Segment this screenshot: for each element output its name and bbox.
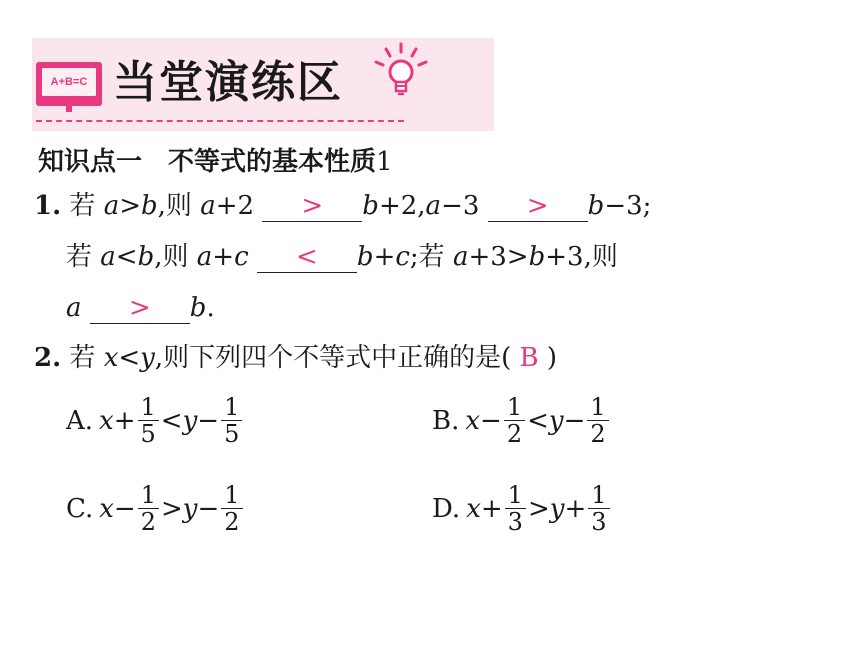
lightbulb-icon — [370, 40, 432, 102]
answer-blank: > — [262, 191, 362, 222]
fraction: $\frac{1}{2}$ — [221, 482, 242, 535]
fraction: $\frac{1}{2}$ — [587, 394, 608, 447]
question-number: 2. — [34, 343, 62, 373]
answer-blank: > — [90, 293, 190, 324]
fraction: $\frac{1}{2}$ — [138, 482, 159, 535]
fraction: $\frac{1}{5}$ — [221, 394, 242, 447]
question-1-line-2: 若 a<b,则 a+c < b+c;若 a+3>b+3,则 — [66, 242, 618, 272]
option-a: A. x + $\frac{1}{5}$ < y − $\frac{1}{5}$ — [66, 394, 244, 447]
fraction: $\frac{1}{3}$ — [588, 482, 609, 535]
question-number: 1. — [34, 191, 62, 221]
blackboard-icon — [36, 62, 102, 106]
answer-blank: > — [488, 191, 588, 222]
question-1-line-3: a > b. — [66, 293, 215, 323]
fraction: $\frac{1}{3}$ — [505, 482, 526, 535]
question-2-stem: 2. 若 x<y,则下列四个不等式中正确的是( B ) — [34, 343, 558, 373]
question-1-line-1: 1. 若 a>b,则 a+2 > b+2,a−3 > b−3; — [34, 191, 652, 221]
option-b: B. x − $\frac{1}{2}$ < y − $\frac{1}{2}$ — [432, 394, 611, 447]
option-c: C. x − $\frac{1}{2}$ > y − $\frac{1}{2}$ — [66, 482, 245, 535]
fraction: $\frac{1}{2}$ — [504, 394, 525, 447]
option-d: D. x + $\frac{1}{3}$ > y + $\frac{1}{3}$ — [432, 482, 612, 535]
fraction: $\frac{1}{5}$ — [138, 394, 159, 447]
section-heading: 知识点一 不等式的基本性质1 — [38, 147, 393, 177]
blackboard-label: A+B=C — [42, 68, 96, 96]
banner-title: 当堂演练区 — [113, 57, 343, 108]
banner-dashed-underline — [36, 120, 404, 122]
answer-blank: < — [257, 242, 357, 273]
answer-choice: B — [519, 343, 539, 373]
